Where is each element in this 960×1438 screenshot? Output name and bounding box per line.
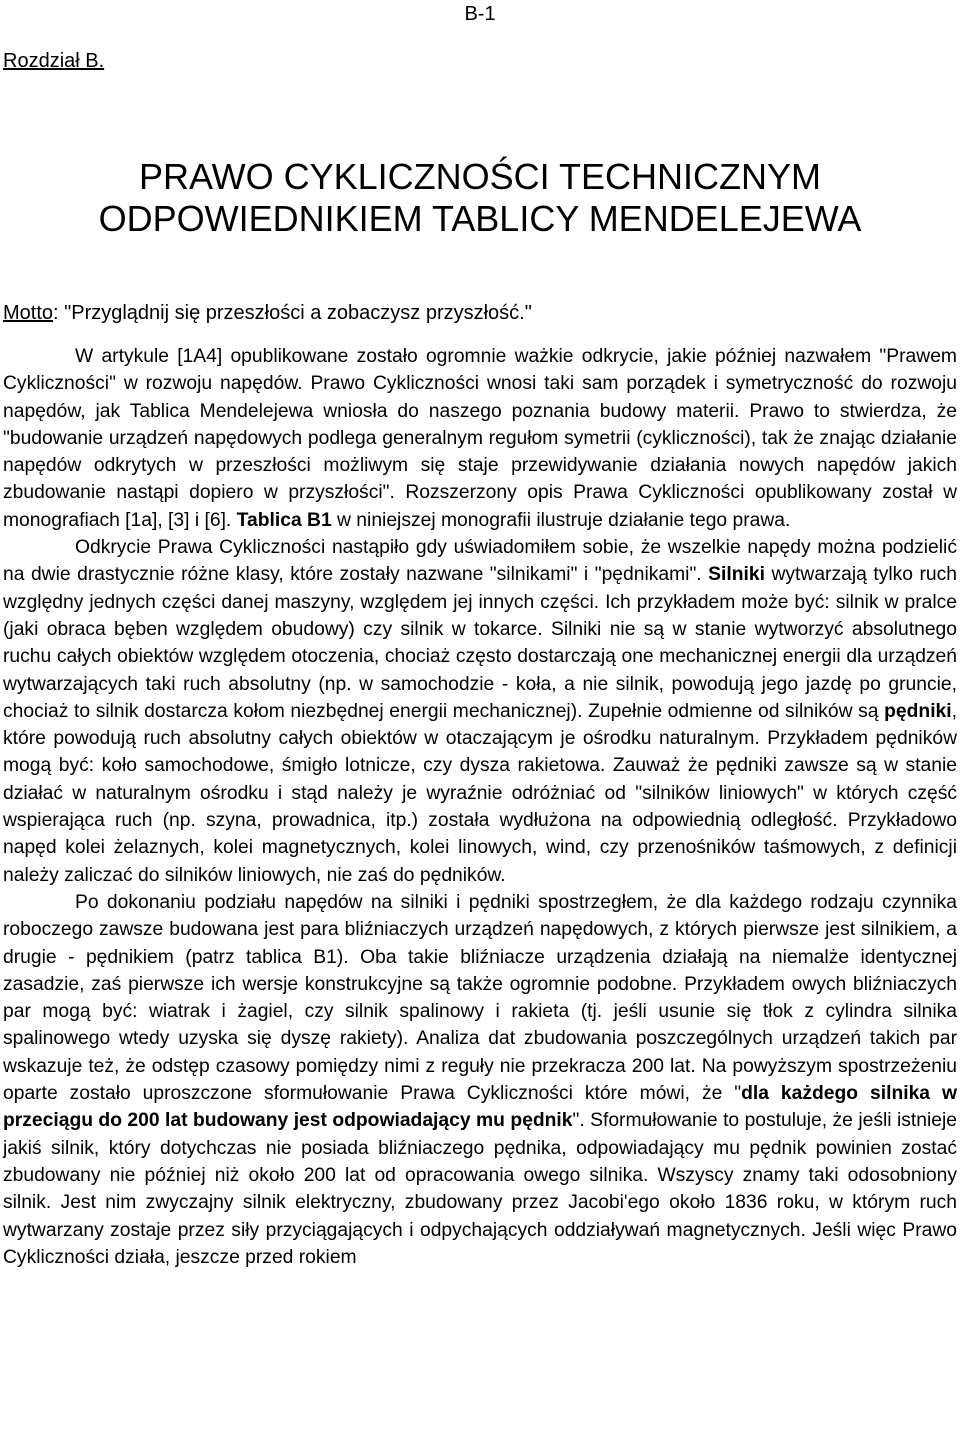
p3-text-2: ". Sformułowanie to postuluje, że jeśli istnieje jakiś silnik, który dotychczas nie posiada bliźniaczego pędnika, odpowiadający mu pędnik powinien zostać zbudowany nie później niż około 200 lat od opracowania owego silnika. Wszyscy znamy taki odosobniony silnik. Jest nim zwyczajny silnik elektryczny, zbudowany przez Jacobi'ego około 1836 roku, w którym ruch wytwarzany zostaje przez siły przyciągających i odpychających oddziaływań magnetycznych. Jeśli więc Prawo Cykliczności działa, jeszcze przed rokiem [3, 1110, 957, 1268]
p2-text-1: Odkrycie Prawa Cykliczności nastąpiło gdy uświadomiłem sobie, że wszelkie napędy można podzielić na dwie drastycznie różne klasy, które zostały nazwane "silnikami" i "pędnikami". [3, 537, 957, 586]
p3-text-1: Po dokonaniu podziału napędów na silniki i pędniki spostrzegłem, że dla każdego rodzaju czynnika roboczego zawsze budowana jest para bliźniaczych urządzeń napędowych, z których pierwsze jest silnikiem, a drugie - pędnikiem (patrz tablica B1). Oba takie bliźniacze urządzenia działają na niemalże identycznej zasadzie, zaś pierwsze ich wersje konstrukcyjne są także ogromnie podobne. Przykładem owych bliźniaczych par mogą być: wiatrak i żagiel, czy silnik spalinowy i rakieta (tj. jeśli usunie się tłok z cylindra silnika spalinowego wtedy uzyska się dyszę rakiety). Analiza dat zbudowania poszczególnych urządzeń takich par wskazuje też, że odstęp czasowy pomiędzy nimi z reguły nie przekracza 200 lat. Na powyższym spostrzeżeniu oparte zostało uproszczone sformułowanie Prawa Cykliczności które mówi, że " [3, 891, 957, 1105]
p1-bold-1: Tablica B1 [236, 509, 332, 531]
motto-text: : "Przyglądnij się przeszłości a zobaczysz przyszłość." [53, 302, 532, 324]
title-line-2: ODPOWIEDNIKIEM TABLICY MENDELEJEWA [98, 198, 862, 239]
p2-bold-2: pędniki [884, 700, 952, 722]
title-line-1: PRAWO CYKLICZNOŚCI TECHNICZNYM [138, 156, 822, 197]
paragraph-2 [3, 534, 957, 889]
p3-bold-1: dla każdego silnika w przeciągu do 200 lat budowany jest odpowiadający mu pędnik [3, 1083, 957, 1132]
p2-text-2: wytwarzają tylko ruch względny jednych części danej maszyny, względem jej innych części. Ich przykładem może być: silnik w pralce (jaki obraca bęben względem obudowy) czy silnik w tokarce. Silniki nie są w stanie wytworzyć absolutnego ruchu całych obiektów względem otoczenia, chociaż często dostarczają one mechanicznej energii dla urządzeń wytwarzających taki ruch absolutny (np. w samochodzie - koła, a nie silnik, powodują jego jazdę po gruncie, chociaż to silnik dostarcza kołom niezbędnej energii mechanicznej). Zupełnie odmienne od silników są [3, 564, 958, 722]
p2-text-3: , które powodują ruch absolutny całych obiektów w otaczającym je ośrodku naturalnym. Przykładem pędników mogą być: koło samochodowe, śmigło lotnicze, czy dysza rakietowa. Zauważ że pędniki zawsze są w stanie działać w naturalnym ośrodku i stąd należy je wyraźnie odróżniać od "silników liniowych" w których część wspierająca ruch (np. szyna, prowadnica, itp.) została wydłużona na odpowiednią odległość. Przykładowo napęd kolei żelaznych, kolei magnetycznych, kolei linowych, wind, czy przenośników taśmowych, z definicji należy zaliczać do silników liniowych, nie zaś do pędników. [3, 700, 957, 886]
paragraph-1 [3, 343, 957, 534]
chapter-label: Rozdział B. [3, 50, 105, 72]
p1-text-2: w niniejszej monografii ilustruje działanie tego prawa. [331, 509, 791, 531]
page-number: B-1 [464, 3, 496, 25]
page-title [0, 156, 960, 240]
motto [3, 300, 532, 326]
p1-text-1: W artykule [1A4] opublikowane zostało ogromnie ważkie odkrycie, jakie później nazwałem "Prawem Cykliczności" w rozwoju napędów. Prawo Cykliczności wnosi taki sam porządek i symetryczność do rozwoju napędów, jak Tablica Mendelejewa wniosła do naszego poznania budowy materii. Prawo to stwierdza, że "budowanie urządzeń napędowych podlega generalnym regułom symetrii (cykliczności), tak że znając działanie napędów odkrytych w przeszłości możliwym się staje przewidywanie działania nowych napędów jakich zbudowanie nastąpi dopiero w przyszłości". Rozszerzony opis Prawa Cykliczności opublikowany został w monografiach [1a], [3] i [6]. [3, 346, 957, 531]
paragraph-3 [3, 889, 957, 1271]
chapter-heading [3, 48, 104, 74]
p2-bold-1: Silniki [708, 564, 765, 586]
body-text [3, 343, 957, 1271]
motto-label: Motto [3, 302, 54, 324]
